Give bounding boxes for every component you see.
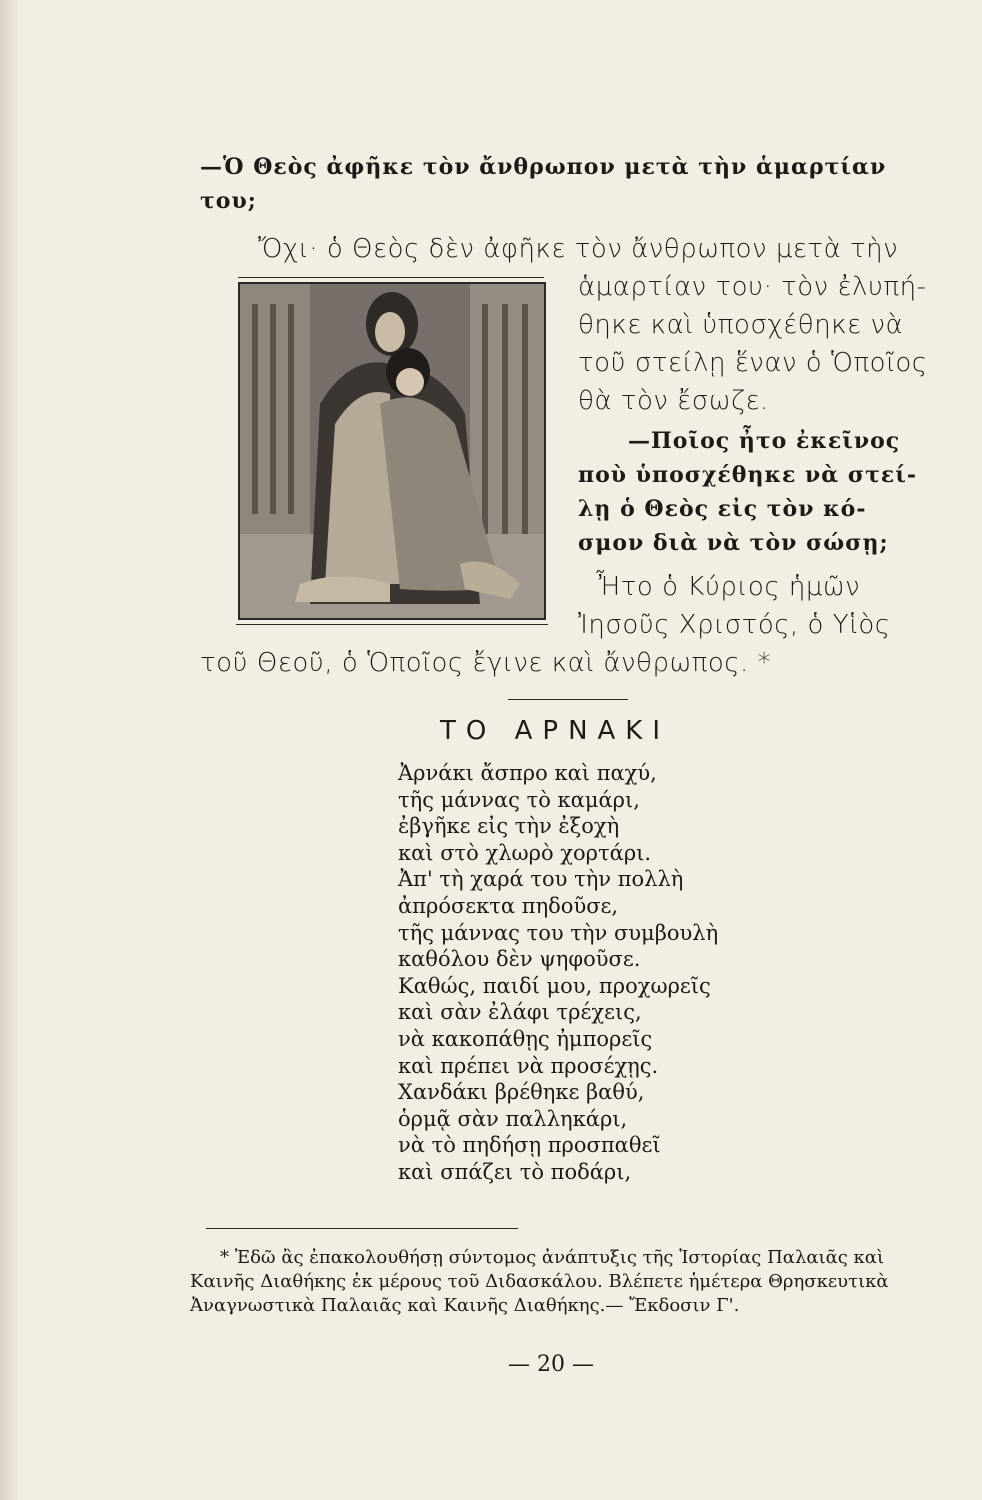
footnote-rule [206,1228,518,1229]
illustration-drawing [240,284,544,618]
answer-1-line-2: ἁμαρτίαν του· τὸν ἐλυπή- [578,272,927,302]
answer-2-line-2: Ἰησοῦς Χριστός, ὁ Υἱὸς [578,610,891,640]
footnote: * Ἐδῶ ἂς ἐπακολουθήσῃ σύντομος ἀνάπτυξις τῆς Ἱστορίας Παλαιᾶς καὶ Καινῆς Διαθήκης ἐκ μέρους τοῦ Διδασκάλου. Βλέπετε ἡμέτερα Θρησκευτικὰ Ἀναγνωστικὰ Παλαιᾶς καὶ Καινῆς Διαθήκης.— Ἔκδοσιν Γ'. [190,1247,889,1316]
christ-comforting-figure-illustration [238,282,546,620]
illustration-bottom-rule [236,624,548,625]
answer-2-line-1: Ἦτο ὁ Κύριος ἡμῶν [596,572,861,602]
question-1: —Ὁ Θεὸς ἀφῆκε τὸν ἄνθρωπον μετὰ τὴν ἁμαρτίαν του; [200,154,887,214]
poem-line: Ἀρνάκι ἄσπρο καὶ παχύ, [398,761,657,785]
poem-line: νὰ τὸ πηδήσῃ προσπαθεῖ [398,1133,661,1158]
question-2-line-1: —Ποῖος ἦτο ἐκεῖνος [628,428,901,454]
section-divider [508,699,628,700]
poem-line: ὁρμᾷ σὰν παλληκάρι, [398,1106,628,1131]
answer-1-line-4: τοῦ στείλῃ ἕναν ὁ Ὁποῖος [578,348,928,378]
poem-line: καὶ πρέπει νὰ προσέχῃς. [398,1053,659,1078]
question-2-line-2: ποὺ ὑποσχέθηκε νὰ στεί- [578,462,918,488]
answer-1-line-3: θηκε καὶ ὑποσχέθηκε νὰ [578,310,904,340]
answer-1-line-1: Ὄχι· ὁ Θεὸς δὲν ἀφῆκε τὸν ἄνθρωπον μετὰ τὴν [258,234,899,264]
poem-line: Καθώς, παιδί μου, προχωρεῖς [398,973,711,998]
poem-line: ἀπρόσεκτα πηδοῦσε, [398,893,619,918]
answer-1-line-5: θὰ τὸν ἔσωζε. [578,386,769,416]
poem-line: Ἀπ' τὴ χαρά του τὴν πολλὴ [398,867,684,892]
page-number: — 20 — [508,1352,594,1377]
poem-line: καὶ στὸ χλωρὸ χορτάρι. [398,840,652,865]
poem-line: τῆς μάννας του τὴν συμβουλὴ [398,920,719,945]
poem-line: καθόλου δὲν ψηφοῦσε. [398,947,641,972]
question-2-line-3: λῃ ὁ Θεὸς εἰς τὸν κό- [578,496,867,522]
poem-line: Χανδάκι βρέθηκε βαθύ, [398,1080,645,1105]
poem-line: καὶ σὰν ἐλάφι τρέχεις, [398,1000,642,1025]
poem-lines [398,760,718,1186]
answer-2-line-3: τοῦ Θεοῦ, ὁ Ὁποῖος ἔγινε καὶ ἄνθρωπος. * [200,648,772,678]
poem-line: τῆς μάννας τὸ καμάρι, [398,787,640,812]
illustration-top-rule [238,277,544,278]
poem-line: ἐβγῆκε εἰς τὴν ἐξοχὴ [398,814,620,839]
question-2-line-4: σμον διὰ νὰ τὸν σώσῃ; [578,530,889,556]
poem-line: καὶ σπάζει τὸ ποδάρι, [398,1159,632,1184]
poem-line: νὰ κακοπάθῃς ἠμπορεῖς [398,1026,653,1051]
poem-title: ΤΟ ΑΡΝΑΚΙ [440,716,671,746]
